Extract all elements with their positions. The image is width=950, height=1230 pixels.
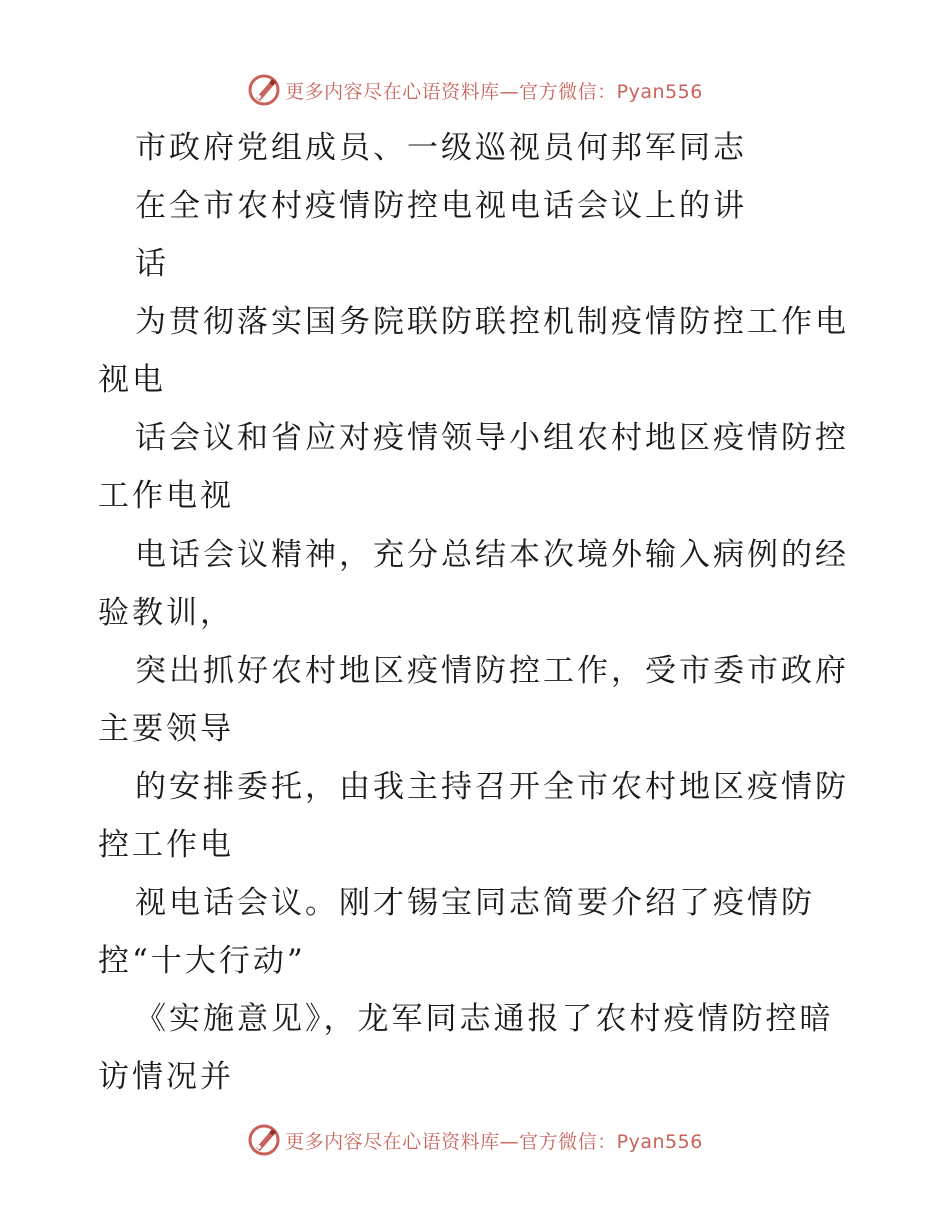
paragraph-line: 主要领导	[98, 711, 234, 747]
title-line-2: 在全市农村疫情防控电视电话会议上的讲	[135, 188, 747, 224]
pen-logo-icon	[247, 1123, 281, 1157]
paragraph-line: 电话会议精神，充分总结本次境外输入病例的经	[135, 537, 849, 573]
paragraph-line: 访情况并	[98, 1059, 234, 1095]
title-line-3: 话	[135, 246, 169, 282]
footer-watermark	[0, 1120, 950, 1160]
paragraph-line: 《实施意见》，龙军同志通报了农村疫情防控暗	[135, 1001, 834, 1037]
paragraph-line: 控工作电	[98, 827, 234, 863]
header-watermark	[0, 70, 950, 110]
paragraph-line: 话会议和省应对疫情领导小组农村地区疫情防控	[135, 420, 849, 456]
paragraph-line: 视电	[98, 362, 166, 398]
title-line-1: 市政府党组成员、一级巡视员何邦军同志	[135, 130, 747, 166]
pen-logo-icon	[247, 73, 281, 107]
paragraph-line: 工作电视	[98, 478, 234, 514]
watermark-text: 更多内容尽在心语资料库—官方微信：Pyan556	[285, 1130, 703, 1153]
paragraph-line: 突出抓好农村地区疫情防控工作，受市委市政府	[135, 653, 849, 689]
paragraph-line: 的安排委托，由我主持召开全市农村地区疫情防	[135, 769, 849, 805]
paragraph-line: 视电话会议。刚才锡宝同志简要介绍了疫情防	[135, 885, 815, 921]
paragraph-line: 为贯彻落实国务院联防联控机制疫情防控工作电	[135, 304, 849, 340]
paragraph-line: 控“十大行动”	[98, 943, 306, 979]
paragraph-line: 验教训，	[98, 595, 234, 631]
watermark-text: 更多内容尽在心语资料库—官方微信：Pyan556	[285, 80, 703, 103]
